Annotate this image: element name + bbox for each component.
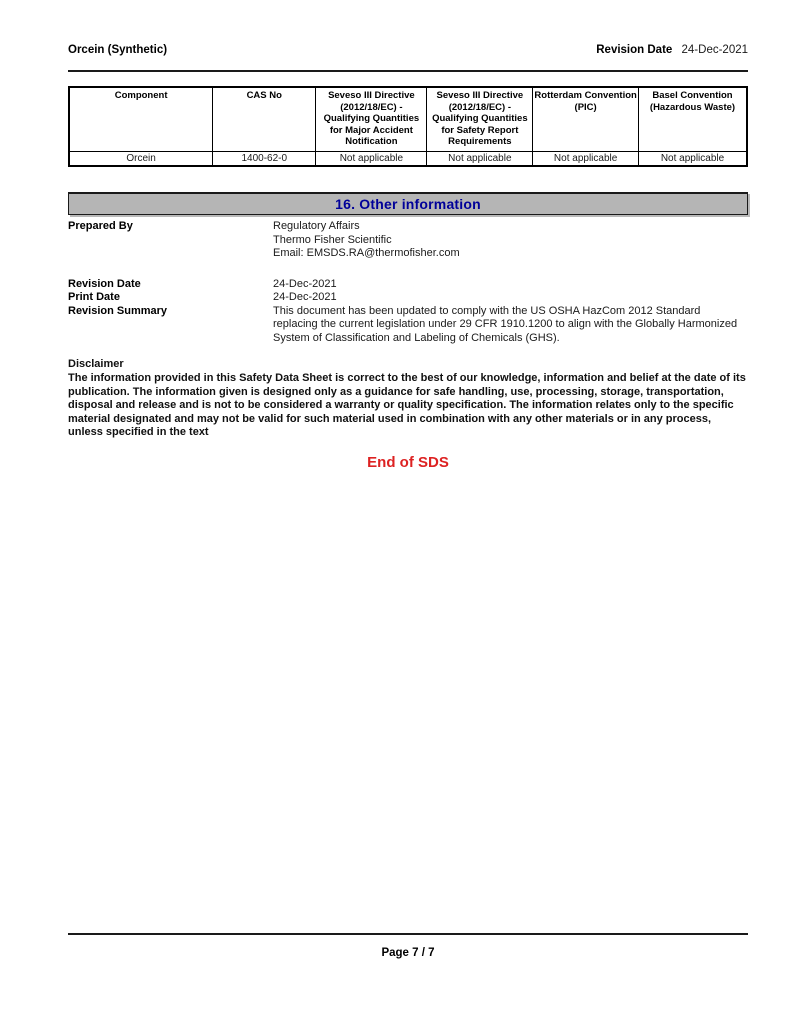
cell-seveso-notification: Not applicable	[316, 151, 427, 166]
prepared-by-org: Regulatory Affairs	[273, 220, 360, 233]
cell-basel: Not applicable	[639, 151, 748, 166]
column-header-cas-no: CAS No	[213, 87, 316, 151]
end-of-sds-marker: End of SDS	[367, 453, 449, 471]
column-header-basel: Basel Convention (Hazardous Waste)	[639, 87, 748, 151]
section-16-header-bar	[68, 192, 748, 215]
regulatory-info-table	[68, 86, 748, 167]
table-header-row	[69, 87, 747, 151]
revision-date-value: 24-Dec-2021	[681, 44, 748, 56]
revision-date-field-value: 24-Dec-2021	[273, 277, 337, 290]
prepared-by-company: Thermo Fisher Scientific	[273, 233, 392, 246]
field-prepared-by	[68, 220, 748, 261]
document-header	[68, 0, 748, 72]
column-header-component: Component	[69, 87, 213, 151]
product-title: Orcein (Synthetic)	[68, 44, 168, 56]
table-row	[69, 151, 747, 166]
print-date-label: Print Date	[68, 291, 120, 304]
cell-rotterdam: Not applicable	[533, 151, 639, 166]
header-revision-date	[596, 44, 748, 56]
revision-date-field-label: Revision Date	[68, 277, 141, 290]
disclaimer-block	[68, 358, 748, 440]
revision-summary-value: This document has been updated to comply with the US OSHA HazCom 2012 Standard replacing the current legislation under 29 CFR 1910.1200 to align with the Globally Harmonized System of Classification and Labeling of Chemicals (GHS).	[273, 304, 738, 344]
page-content	[68, 0, 748, 471]
field-revision-date	[68, 278, 748, 292]
disclaimer-text: The information provided in this Safety Data Sheet is correct to the best of our knowledge, information and belief at the date of its publication. The information given is designed only as a guidance for safe handling, use, processing, storage, transportation, disposal and release and is not to be considered a warranty or quality specification. The information relates only to the specific material designated and may not be valid for such material used in combination with any other materials or in any process, unless specified in the text	[68, 371, 746, 439]
page-number: Page 7 / 7	[381, 947, 435, 959]
section-16-title: 16. Other information	[335, 196, 481, 213]
prepared-by-value	[273, 220, 748, 261]
column-header-seveso-notification: Seveso III Directive (2012/18/EC) - Qualifying Quantities for Major Accident Notification	[316, 87, 427, 151]
other-information-fields	[68, 220, 748, 345]
prepared-by-email: Email: EMSDS.RA@thermofisher.com	[273, 247, 460, 260]
cell-component: Orcein	[69, 151, 213, 166]
cell-seveso-safety-report: Not applicable	[427, 151, 533, 166]
prepared-by-label: Prepared By	[68, 220, 133, 233]
column-header-seveso-safety-report: Seveso III Directive (2012/18/EC) - Qualifying Quantities for Safety Report Requirements	[427, 87, 533, 151]
revision-summary-label: Revision Summary	[68, 304, 168, 317]
cell-cas-no: 1400-62-0	[213, 151, 316, 166]
print-date-value: 24-Dec-2021	[273, 291, 337, 304]
document-footer	[68, 933, 748, 961]
disclaimer-heading: Disclaimer	[68, 358, 124, 371]
revision-date-label: Revision Date	[596, 44, 673, 56]
field-print-date	[68, 291, 748, 305]
column-header-rotterdam: Rotterdam Convention (PIC)	[533, 87, 639, 151]
field-revision-summary	[68, 305, 748, 346]
